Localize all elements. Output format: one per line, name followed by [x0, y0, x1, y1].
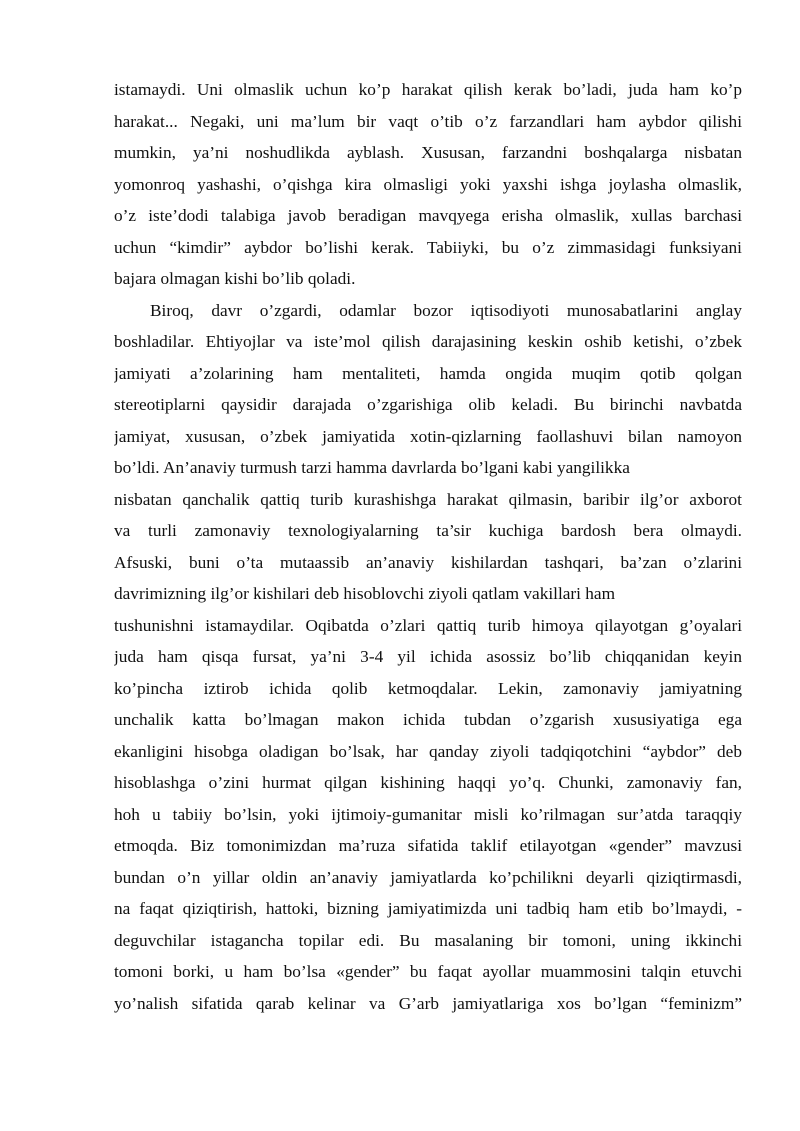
text-line: na faqat qiziqtirish, hattoki, bizning jamiyatimizda uni tadbiq ham etib bo’lmaydi, - [114, 899, 742, 918]
text-line: ekanligini hisobga oladigan bo’lsak, har qanday ziyoli tadqiqotchini “aybdor” deb [114, 741, 742, 761]
body-text [114, 74, 742, 1019]
paragraph-start-line: Biroq, davr o’zgardi, odamlar bozor iqtisodiyoti munosabatlarini anglay [150, 300, 742, 320]
text-line: stereotiplarni qaysidir darajada o’zgarishiga olib keladi. Bu birinchi navbatda [114, 395, 742, 414]
text-line: mumkin, ya’ni noshudlikda ayblash. Xususan, farzandni boshqalarga nisbatan [114, 143, 742, 162]
text-line: juda ham qisqa fursat, ya’ni 3-4 yil ichida asossiz bo’lib chiqqanidan keyin [114, 647, 742, 666]
text-line: jamiyat, xususan, o’zbek jamiyatida xotin-qizlarning faollashuvi bilan namoyon [114, 426, 742, 446]
text-line: istamaydi. Uni olmaslik uchun ko’p harakat qilish kerak bo’ladi, juda ham ko’p [114, 80, 742, 99]
text-line: etmoqda. Biz tomonimizdan ma’ruza sifatida taklif etilayotgan «gender” mavzusi [114, 836, 742, 855]
text-line: o’z iste’dodi talabiga javob beradigan mavqyega erisha olmaslik, xullas barchasi [114, 206, 742, 225]
text-line: yo’nalish sifatida qarab kelinar va G’arb jamiyatlariga xos bo’lgan “feminizm” [114, 993, 742, 1013]
text-line: hisoblashga o’zini hurmat qilgan kishining haqqi yo’q. Chunki, zamonaviy fan, [114, 773, 742, 792]
text-line: harakat... Negaki, uni ma’lum bir vaqt o’tib o’z farzandlari ham aybdor qilishi [114, 111, 742, 131]
text-line: ko’pincha iztirob ichida qolib ketmoqdalar. Lekin, zamonaviy jamiyatning [114, 678, 742, 698]
text-line: va turli zamonaviy texnologiyalarning ta’sir kuchiga bardosh bera olmaydi. [114, 521, 742, 540]
text-line: davrimizning ilg’or kishilari deb hisoblovchi ziyoli qatlam vakillari ham [114, 584, 616, 603]
text-line: bajara olmagan kishi bo’lib qoladi. [114, 269, 356, 288]
text-line: nisbatan qanchalik qattiq turib kurashishga harakat qilmasin, baribir ilg’or axborot [114, 489, 742, 509]
text-line: bundan o’n yillar oldin an’anaviy jamiyatlarda ko’pchilikni deyarli qiziqtirmasdi, [114, 867, 742, 887]
text-line: Afsuski, buni o’ta mutaassib an’anaviy kishilardan tashqari, ba’zan o’zlarini [114, 552, 742, 572]
text-line: hoh u tabiiy bo’lsin, yoki ijtimoiy-gumanitar misli ko’rilmagan sur’atda taraqqiy [114, 804, 742, 824]
text-line: boshladilar. Ehtiyojlar va iste’mol qilish darajasining keskin oshib ketishi, o’zbek [114, 332, 742, 351]
text-line: deguvchilar istagancha topilar edi. Bu masalaning bir tomoni, uning ikkinchi [114, 930, 742, 950]
text-line: yomonroq yashashi, o’qishga kira olmasligi yoki yaxshi ishga joylasha olmaslik, [114, 174, 742, 194]
text-line: uchun “kimdir” aybdor bo’lishi kerak. Tabiiyki, bu o’z zimmasidagi funksiyani [114, 237, 742, 257]
text-line: unchalik katta bo’lmagan makon ichida tubdan o’zgarish xususiyatiga ega [114, 710, 742, 729]
text-line: jamiyati a’zolarining ham mentaliteti, hamda ongida muqim qotib qolgan [114, 363, 742, 383]
text-line: bo’ldi. An’anaviy turmush tarzi hamma davrlarda bo’lgani kabi yangilikka [114, 458, 630, 477]
text-line: tomoni borki, u ham bo’lsa «gender” bu faqat ayollar muammosini talqin etuvchi [114, 962, 742, 981]
text-line: tushunishni istamaydilar. Oqibatda o’zlari qattiq turib himoya qilayotgan g’oyalari [114, 615, 742, 635]
